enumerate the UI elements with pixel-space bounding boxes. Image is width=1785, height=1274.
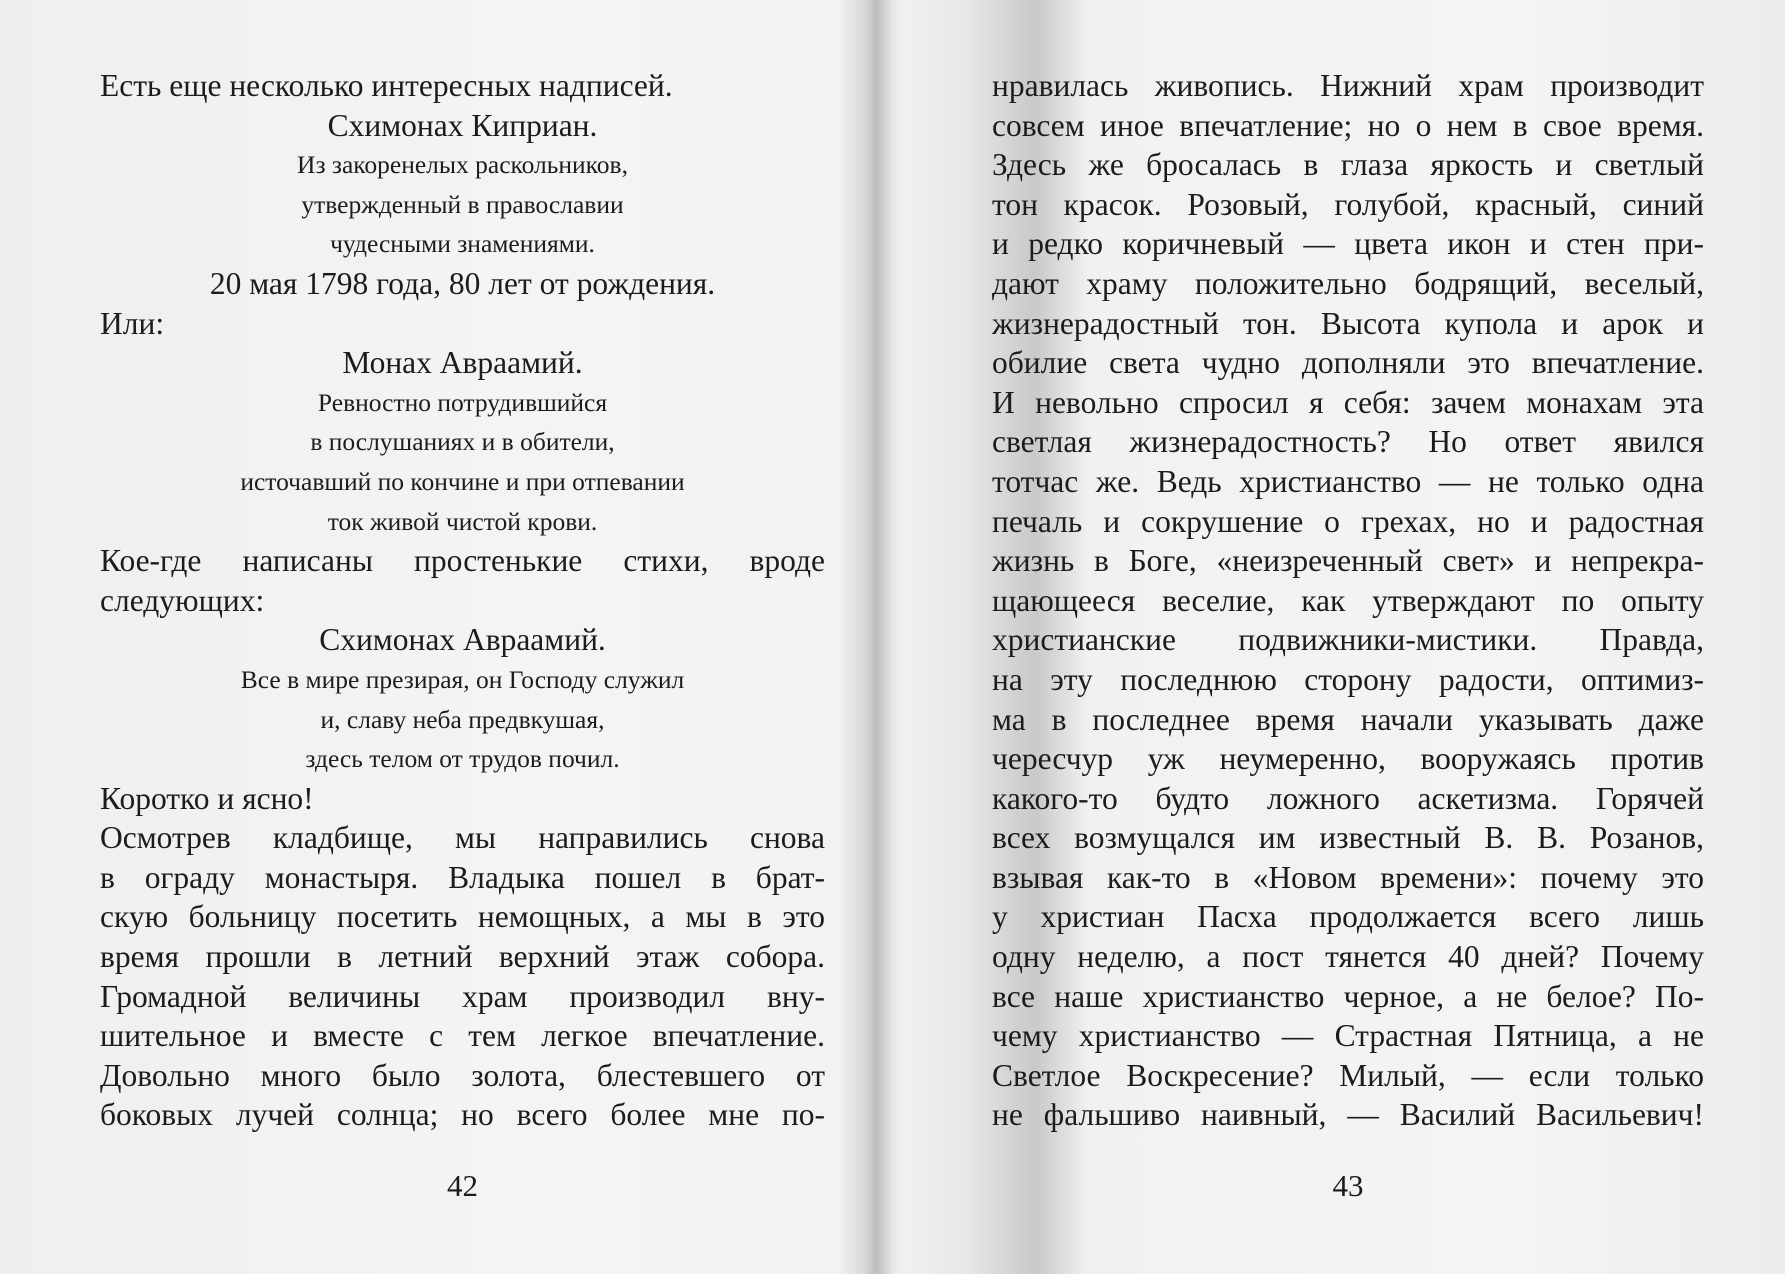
text-line: в ограду монастыря. Владыка пошел в брат- bbox=[100, 859, 825, 895]
text-line: ток живой чистой крови. bbox=[327, 506, 598, 536]
text-line: одну неделю, а пост тянется 40 дней? Почему bbox=[992, 939, 1704, 975]
text-line: совсем иное впечатление; но о нем в свое время. bbox=[992, 107, 1704, 143]
text-line: щающееся веселие, как утверждают по опыту bbox=[992, 582, 1704, 618]
text-line: на эту последнюю сторону радости, оптимиз- bbox=[992, 661, 1704, 697]
text-line: здесь телом от трудов почил. bbox=[305, 744, 620, 774]
text-line: светлая жизнерадостность? Но ответ явился bbox=[992, 424, 1704, 460]
page-number-left: 42 bbox=[447, 1168, 478, 1203]
text-line: тотчас же. Ведь христианство — не только одна bbox=[992, 463, 1704, 499]
text-line: Схимонах Авраамий. bbox=[319, 622, 606, 658]
text-line: жизнь в Боге, «неизреченный свет» и непрекра- bbox=[992, 543, 1704, 579]
text-line: время прошли в летний верхний этаж собора. bbox=[100, 939, 825, 975]
text-line: утвержденный в православии bbox=[301, 189, 624, 219]
text-line: жизнерадостный тон. Высота купола и арок и bbox=[992, 305, 1704, 341]
page-number-right: 43 bbox=[1332, 1168, 1364, 1203]
text-line: в послушаниях и в обители, bbox=[310, 427, 615, 457]
right-page-text bbox=[992, 66, 1704, 1135]
text-line: Коротко и ясно! bbox=[100, 780, 314, 816]
text-line: Кое-где написаны простенькие стихи, вроде bbox=[100, 543, 825, 579]
text-line: Или: bbox=[100, 305, 165, 341]
text-line: ма в последнее время начали указывать даже bbox=[992, 701, 1704, 737]
text-line: чересчур уж неумеренно, вооружаясь против bbox=[992, 741, 1704, 777]
text-line: все наше христианство черное, а не белое? По- bbox=[992, 978, 1704, 1014]
text-line: взывая как-то в «Новом времени»: почему это bbox=[992, 859, 1704, 895]
text-line: всех возмущался им известный В. В. Розанов, bbox=[992, 820, 1704, 856]
text-line: дают храму положительно бодрящий, веселый, bbox=[992, 265, 1704, 301]
text-line: чему христианство — Страстная Пятница, а не bbox=[992, 1018, 1704, 1054]
text-line: Здесь же бросалась в глаза яркость и светлый bbox=[992, 147, 1704, 183]
text-line: следующих: bbox=[100, 582, 265, 618]
text-line: не фальшиво наивный, — Василий Васильевич! bbox=[992, 1097, 1704, 1133]
text-line: и, славу неба предвкушая, bbox=[320, 704, 605, 734]
left-page-text bbox=[100, 66, 825, 1135]
text-line: Монах Авраамий. bbox=[342, 345, 583, 381]
text-line: 20 мая 1798 года, 80 лет от рождения. bbox=[209, 265, 716, 301]
text-line: Громадной величины храм производил вну- bbox=[100, 978, 825, 1014]
text-line: нравилась живопись. Нижний храм производит bbox=[992, 68, 1704, 103]
text-line: Из закоренелых раскольников, bbox=[297, 150, 628, 180]
text-line: Довольно много было золота, блестевшего от bbox=[100, 1057, 825, 1093]
text-line: боковых лучей солнца; но всего более мне по- bbox=[100, 1097, 825, 1133]
text-line: печаль и сокрушение о грехах, но и радостная bbox=[992, 503, 1704, 539]
book-gutter bbox=[838, 0, 902, 1274]
text-line: тон красок. Розовый, голубой, красный, синий bbox=[992, 186, 1704, 222]
text-line: И невольно спросил я себя: зачем монахам эта bbox=[992, 384, 1704, 420]
text-line: шительное и вместе с тем легкое впечатление. bbox=[100, 1018, 825, 1054]
text-line: Ревностно потрудившийся bbox=[317, 387, 608, 417]
text-line: скую больницу посетить немощных, а мы в это bbox=[100, 899, 825, 935]
text-line: Все в мире презирая, он Господу служил bbox=[240, 664, 685, 694]
text-line: у христиан Пасха продолжается всего лишь bbox=[992, 899, 1704, 935]
text-line: Схимонах Киприан. bbox=[327, 107, 598, 143]
right-page bbox=[992, 0, 1704, 1274]
text-line: чудесными знамениями. bbox=[330, 229, 595, 259]
text-line: Есть еще несколько интересных надписей. bbox=[100, 68, 673, 103]
text-line: Осмотрев кладбище, мы направились снова bbox=[100, 820, 825, 856]
text-line: источавший по кончине и при отпевании bbox=[240, 466, 685, 496]
text-line: христианские подвижники-мистики. Правда, bbox=[992, 622, 1704, 658]
text-line: какого-то будто ложного аскетизма. Горячей bbox=[992, 780, 1704, 816]
text-line: обилие света чудно дополняли это впечатление. bbox=[992, 345, 1704, 381]
left-page bbox=[100, 0, 825, 1274]
text-line: Светлое Воскресение? Милый, — если только bbox=[992, 1057, 1704, 1093]
text-line: и редко коричневый — цвета икон и стен при- bbox=[992, 226, 1704, 262]
